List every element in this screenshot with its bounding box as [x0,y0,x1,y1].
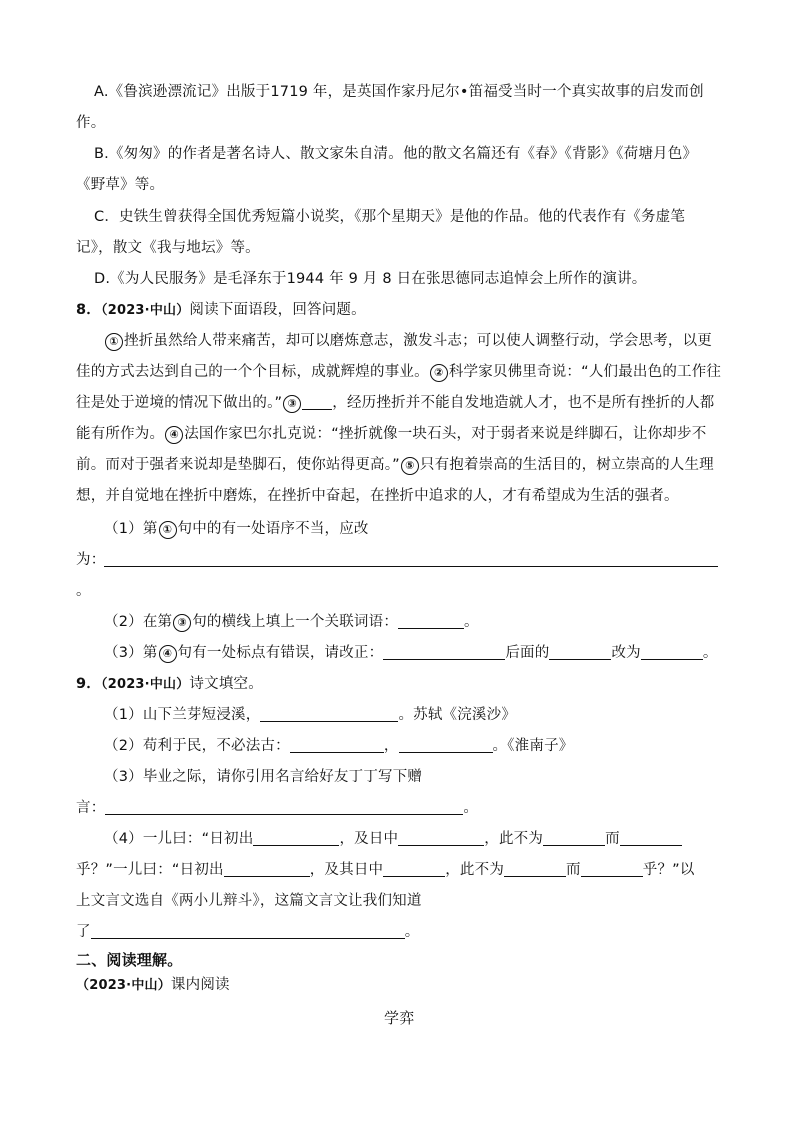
blank-connective[interactable] [302,394,332,410]
sub-question-text: （2）在第 [104,614,173,630]
answer-blank[interactable] [620,830,682,846]
answer-blank[interactable] [260,706,398,722]
sub-question-text: （1）山下兰芽短浸溪， [104,707,261,723]
answer-blank[interactable] [641,644,703,660]
sub-question-text: 改为 [611,645,641,661]
sub-question-text: 了 [76,924,91,940]
passage-text: 只有抱着崇高的生活目的，树立崇高的人生理 [419,457,714,473]
circled-number-1: ① [159,521,177,539]
poem-fill-4-line3: 上文言文选自《两小儿辩斗》，这篇文言文让我们知道 [76,893,422,909]
circled-number-5: ⑤ [401,457,419,475]
sub-question-text: ， [383,738,399,754]
passage-text: 往是处于逆境的情况下做出的。” [76,395,283,411]
section-subtitle: 课内阅读 [170,977,230,993]
answer-label-wei: 为： [76,552,106,568]
sub-question-text: 后面的 [505,645,550,661]
sub-question-text: 。 [463,800,479,816]
sub-question-text: 。 [404,924,420,940]
question-source: （2023·中山） [101,677,190,692]
poem-fill-2 [104,736,573,756]
passage-title: 学弈 [384,1009,415,1027]
passage-text: 法国作家巴尔扎克说：“挫折就像一块石头，对于弱者来说是绊脚石，让你却步不 [184,426,707,442]
answer-blank[interactable] [383,644,505,660]
sub-question-text: ，此不为 [445,862,505,878]
sub-question-text: 而 [605,831,620,847]
question-source: （2023·中山） [101,303,190,318]
circled-number-1: ① [105,333,123,351]
answer-blank[interactable] [398,830,484,846]
answer-line-1[interactable] [104,566,718,567]
answer-blank[interactable] [549,644,611,660]
sub-question-text: （4）一儿曰：“日初出 [104,831,254,847]
answer-blank[interactable] [399,737,493,753]
poem-fill-3: （3）毕业之际，请你引用名言给好友丁丁写下赠 [104,769,423,785]
question-number: 8． [76,302,101,318]
sub-question-text: 。苏轼《浣溪沙》 [398,707,517,723]
sub-question-3 [104,643,718,663]
option-a-line2: 作。 [76,115,106,131]
passage-line5 [76,455,714,475]
sub-question-text: 言： [76,800,106,816]
answer-end-mark: 。 [76,583,91,599]
answer-blank[interactable] [91,923,405,939]
answer-blank[interactable] [543,830,605,846]
sub-question-text: （1）第 [104,521,158,537]
question-source: （2023·中山） [76,978,171,993]
passage-line3 [76,393,714,413]
sub-question-text: ，及其日中 [309,862,384,878]
question-9-header [76,674,263,695]
question-stem: 诗文填空。 [189,676,263,692]
answer-blank[interactable] [504,861,566,877]
passage-line1 [104,331,712,351]
passage-line6: 想，并自觉地在挫折中磨炼，在挫折中奋起，在挫折中追求的人，才有希望成为生活的强者。 [76,488,679,504]
poem-fill-4-line4 [76,922,419,942]
answer-blank[interactable] [224,861,310,877]
option-c-line2: 记》，散文《我与地坛》等。 [76,240,260,256]
sub-question-2 [104,612,479,632]
option-d: D.《为人民服务》是毛泽东于1944 年 9 月 8 日在张思德同志追悼会上所作的演讲。 [94,271,647,287]
passage-line4 [76,424,706,444]
passage-line2 [76,362,721,382]
question-stem: 阅读下面语段，回答问题。 [189,302,366,318]
answer-blank[interactable] [581,861,643,877]
sub-question-text: 。 [702,645,718,661]
passage-text: 科学家贝佛里奇说：“人们最出色的工作往 [448,364,722,380]
circled-number-3: ③ [173,614,191,632]
sub-question-text: 句中的有一处语序不当，应改 [177,521,369,537]
poem-fill-3-answer [76,798,478,818]
section-title: 二、阅读理解。 [76,951,183,969]
passage-text: 能有所作为。 [76,426,165,442]
section-source-line [76,975,230,996]
sub-question-text: 而 [566,862,581,878]
circled-number-3: ③ [283,395,301,413]
passage-text: ，经历挫折并不能自发地造就人才，也不是所有挫折的人都 [332,395,715,411]
poem-fill-4-line2 [76,860,695,880]
question-number: 9． [76,676,101,692]
sub-question-text: ，此不为 [484,831,544,847]
sub-question-text: （2）苟利于民，不必法古： [104,738,290,754]
sub-question-1 [104,519,369,539]
sub-question-text: 句有一处标点有错误，请改正： [177,645,384,661]
option-b-line1: B.《匆匆》的作者是著名诗人、散文家朱自清。他的散文名篇还有《春》《背影》《荷塘月色》 [94,146,698,162]
poem-fill-4-line1 [104,829,682,849]
answer-blank[interactable] [398,613,464,629]
sub-question-text: 。 [464,614,479,630]
option-c-line1: C．史铁生曾获得全国优秀短篇小说奖，《那个星期天》是他的作品。他的代表作有《务虚笔 [94,209,686,225]
sub-question-text: 句的横线上填上一个关联词语： [192,614,399,630]
passage-text: 佳的方式去达到自己的一个个目标，成就辉煌的事业。 [76,364,429,380]
sub-question-text: 。《淮南子》 [492,738,574,754]
question-8-header [76,300,366,321]
sub-question-text: （3）第 [104,645,158,661]
answer-blank[interactable] [290,737,384,753]
poem-fill-1 [104,705,516,725]
sub-question-text: 乎？”一儿曰：“日初出 [76,862,224,878]
sub-question-text: 乎？”以 [642,862,695,878]
passage-text: 挫折虽然给人带来痛苦，却可以磨炼意志，激发斗志；可以使人调整行动，学会思考，以更 [124,333,712,349]
circled-number-4: ④ [165,426,183,444]
option-b-line2: 《野草》等。 [76,177,165,193]
answer-blank[interactable] [253,830,339,846]
answer-blank[interactable] [383,861,445,877]
passage-text: 前。而对于强者来说却是垫脚石，使你站得更高。” [76,457,400,473]
circled-number-4: ④ [159,645,177,663]
circled-number-2: ② [430,364,448,382]
answer-blank[interactable] [105,799,463,815]
sub-question-text: ，及日中 [339,831,399,847]
option-a-line1: A.《鲁滨逊漂流记》出版于1719 年，是英国作家丹尼尔•笛福受当时一个真实故事的启发而创 [94,84,704,100]
